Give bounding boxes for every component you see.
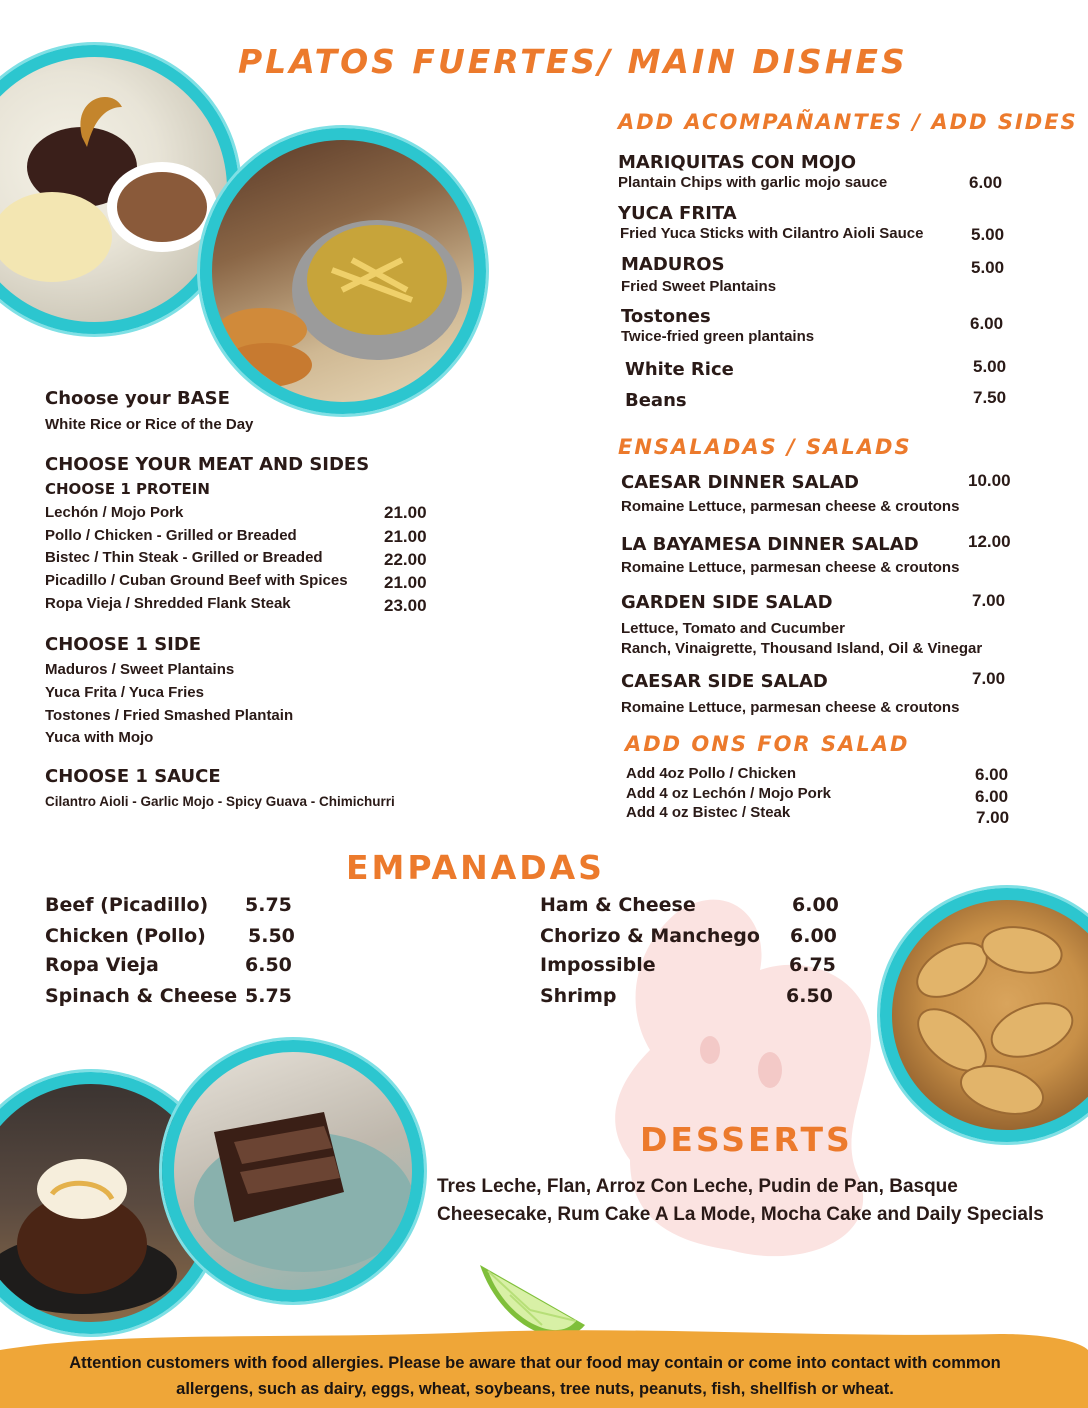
salad-price: 7.00 [972,669,1006,688]
protein-price: 21.00 [384,503,427,522]
allergy-line-1: Attention customers with food allergies. Please be aware that our food may contain or come into contact with common [69,1354,1001,1372]
salad-dressings: Ranch, Vinaigrette, Thousand Island, Oil & Vinegar [621,640,983,657]
allergy-line-2: allergens, such as dairy, eggs, wheat, soybeans, tree nuts, peanuts, fish, shellfish or wheat. [176,1380,894,1398]
side-item-name: YUCA FRITA [618,203,737,224]
empanada-name: Spinach & Cheese [45,985,238,1007]
base-heading: Choose your BASE [45,388,230,409]
salad-name: GARDEN SIDE SALAD [621,592,833,613]
protein-name: Picadillo / Cuban Ground Beef with Spices [45,572,348,589]
side-item-price: 5.00 [971,258,1005,277]
protein-price: 21.00 [384,573,427,592]
side-option: Yuca Frita / Yuca Fries [45,684,204,701]
sauce-heading: CHOOSE 1 SAUCE [45,766,221,787]
protein-name: Pollo / Chicken - Grilled or Breaded [45,527,297,544]
salad-price: 12.00 [968,532,1011,551]
salad-name: CAESAR SIDE SALAD [621,671,828,692]
addon-price: 6.00 [975,787,1009,806]
side-item-name: MADUROS [621,254,725,275]
side-item-price: 6.00 [970,314,1004,333]
salad-price: 10.00 [968,471,1011,490]
empanada-name: Ropa Vieja [45,954,159,976]
side-heading: CHOOSE 1 SIDE [45,634,202,655]
empanada-name: Ham & Cheese [540,894,696,916]
desserts-line-1: Tres Leche, Flan, Arroz Con Leche, Pudin de Pan, Basque [437,1176,958,1197]
salad-desc: Romaine Lettuce, parmesan cheese & croutons [621,559,960,576]
protein-price: 22.00 [384,550,427,569]
salad-desc: Romaine Lettuce, parmesan cheese & croutons [621,699,960,716]
side-option: Yuca with Mojo [45,729,154,746]
empanada-name: Shrimp [540,985,617,1007]
salad-addons-title: ADD ONS FOR SALAD [625,732,910,756]
empanada-price: 6.75 [789,954,836,976]
empanada-name: Beef (Picadillo) [45,894,209,916]
empanadas-photo [880,888,1088,1142]
empanada-price: 6.50 [786,985,833,1007]
side-item-name: Tostones [621,306,711,327]
meat-heading: CHOOSE YOUR MEAT AND SIDES [45,454,370,475]
empanada-name: Chicken (Pollo) [45,925,206,947]
empanadas-title: EMPANADAS [346,848,605,887]
protein-price: 23.00 [384,596,427,615]
empanada-price: 5.50 [248,925,295,947]
page-title: PLATOS FUERTES/ MAIN DISHES [238,42,908,81]
desserts-line-2: Cheesecake, Rum Cake A La Mode, Mocha Cake and Daily Specials [437,1204,1044,1225]
desserts-title: DESSERTS [640,1120,853,1159]
empanada-price: 6.50 [245,954,292,976]
side-item-name: MARIQUITAS CON MOJO [618,152,857,173]
side-item-price: 7.50 [973,388,1007,407]
protein-price: 21.00 [384,527,427,546]
side-option: Tostones / Fried Smashed Plantain [45,707,294,724]
addon-price: 7.00 [976,808,1010,827]
sauce-options: Cilantro Aioli - Garlic Mojo - Spicy Guava - Chimichurri [45,794,395,809]
soup-dish-photo [200,128,486,414]
allergy-notice [0,1350,1070,1402]
side-item-desc: Fried Yuca Sticks with Cilantro Aioli Sauce [620,225,924,242]
side-item-desc: Twice-fried green plantains [621,328,815,345]
salad-desc: Lettuce, Tomato and Cucumber [621,620,845,637]
protein-heading: CHOOSE 1 PROTEIN [45,480,210,498]
addon-price: 6.00 [975,765,1009,784]
salad-name: LA BAYAMESA DINNER SALAD [621,534,919,555]
salad-price: 7.00 [972,591,1006,610]
side-item-price: 5.00 [973,357,1007,376]
addon-name: Add 4 oz Lechón / Mojo Pork [626,785,832,802]
side-item-price: 6.00 [969,173,1003,192]
empanada-price: 6.00 [792,894,839,916]
salad-desc: Romaine Lettuce, parmesan cheese & croutons [621,498,960,515]
addon-name: Add 4 oz Bistec / Steak [626,804,791,821]
side-item-desc: Fried Sweet Plantains [621,278,777,295]
side-item-name: Beans [625,390,687,411]
empanada-price: 6.00 [790,925,837,947]
side-option: Maduros / Sweet Plantains [45,661,235,678]
empanada-price: 5.75 [245,985,292,1007]
salads-title: ENSALADAS / SALADS [618,435,912,459]
addon-name: Add 4oz Pollo / Chicken [626,765,797,782]
empanada-name: Chorizo & Manchego [540,925,760,947]
salad-name: CAESAR DINNER SALAD [621,472,859,493]
protein-name: Lechón / Mojo Pork [45,504,184,521]
protein-name: Bistec / Thin Steak - Grilled or Breaded [45,549,323,566]
side-item-desc: Plantain Chips with garlic mojo sauce [618,174,888,191]
chocolate-cake-photo [162,1040,424,1302]
base-options: White Rice or Rice of the Day [45,416,254,433]
side-item-price: 5.00 [971,225,1005,244]
empanada-name: Impossible [540,954,656,976]
side-item-name: White Rice [625,359,734,380]
empanada-price: 5.75 [245,894,292,916]
protein-name: Ropa Vieja / Shredded Flank Steak [45,595,291,612]
add-sides-title: ADD ACOMPAÑANTES / ADD SIDES [618,110,1078,134]
